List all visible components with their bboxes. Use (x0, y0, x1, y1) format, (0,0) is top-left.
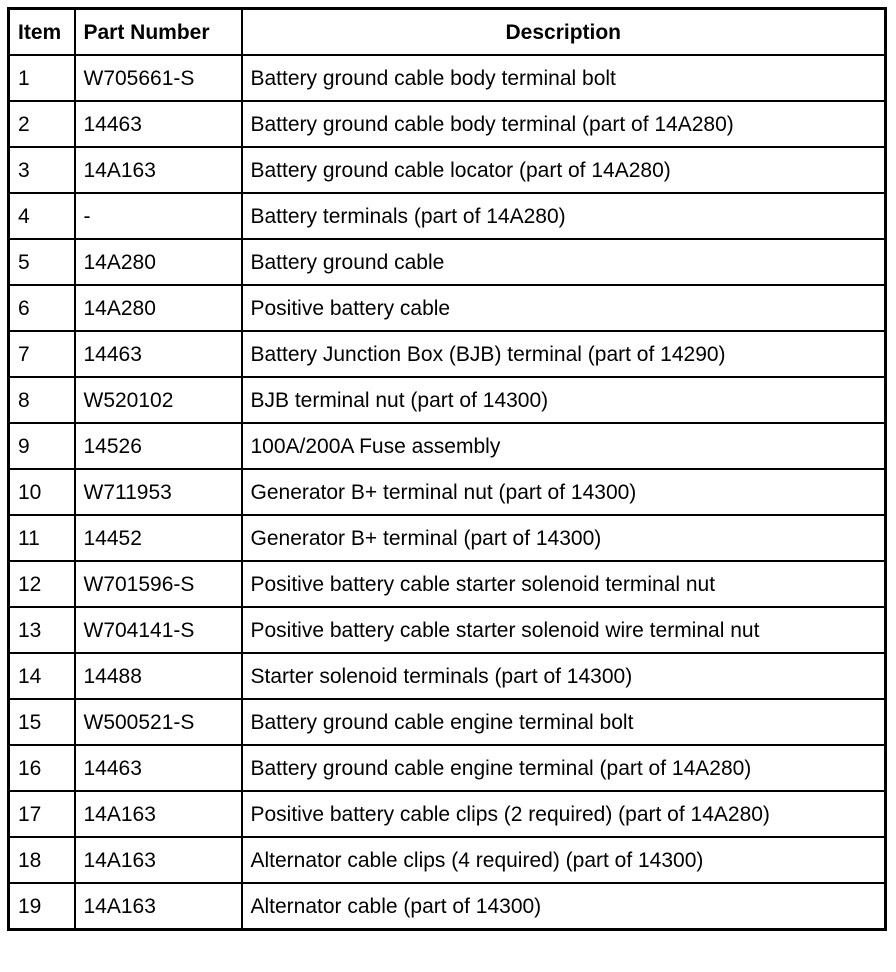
part-number-cell: 14A163 (75, 147, 242, 193)
item-cell: 2 (9, 101, 75, 147)
description-cell: Positive battery cable clips (2 required) (part of 14A280) (242, 791, 886, 837)
table-row (9, 239, 886, 285)
table-row (9, 837, 886, 883)
part-number-cell: 14A163 (75, 837, 242, 883)
part-number-cell: W520102 (75, 377, 242, 423)
description-cell: BJB terminal nut (part of 14300) (242, 377, 886, 423)
table-row (9, 883, 886, 930)
item-cell: 11 (9, 515, 75, 561)
parts-table (7, 7, 887, 931)
header-row (9, 9, 886, 56)
table-row (9, 147, 886, 193)
table-row (9, 515, 886, 561)
description-cell: Positive battery cable (242, 285, 886, 331)
item-cell: 7 (9, 331, 75, 377)
description-cell: Battery terminals (part of 14A280) (242, 193, 886, 239)
description-cell: Battery ground cable engine terminal bolt (242, 699, 886, 745)
part-number-cell: 14A163 (75, 791, 242, 837)
description-cell: Alternator cable clips (4 required) (part of 14300) (242, 837, 886, 883)
item-cell: 19 (9, 883, 75, 930)
part-number-cell: 14A280 (75, 285, 242, 331)
part-number-cell: 14463 (75, 745, 242, 791)
part-number-cell: 14463 (75, 331, 242, 377)
item-cell: 12 (9, 561, 75, 607)
table-row (9, 745, 886, 791)
description-cell: Starter solenoid terminals (part of 14300) (242, 653, 886, 699)
item-cell: 6 (9, 285, 75, 331)
item-cell: 17 (9, 791, 75, 837)
description-cell: Alternator cable (part of 14300) (242, 883, 886, 930)
table-row (9, 423, 886, 469)
table-row (9, 101, 886, 147)
part-number-column-header: Part Number (75, 9, 242, 56)
description-column-header: Description (242, 9, 886, 56)
table-row (9, 653, 886, 699)
part-number-cell: 14A163 (75, 883, 242, 930)
item-cell: 13 (9, 607, 75, 653)
table-row (9, 607, 886, 653)
table-row (9, 469, 886, 515)
item-cell: 18 (9, 837, 75, 883)
table-row (9, 331, 886, 377)
table-row (9, 561, 886, 607)
description-cell: Generator B+ terminal (part of 14300) (242, 515, 886, 561)
part-number-cell: W705661-S (75, 55, 242, 101)
item-cell: 4 (9, 193, 75, 239)
item-cell: 14 (9, 653, 75, 699)
description-cell: Positive battery cable starter solenoid terminal nut (242, 561, 886, 607)
item-cell: 9 (9, 423, 75, 469)
description-cell: Positive battery cable starter solenoid wire terminal nut (242, 607, 886, 653)
table-row (9, 377, 886, 423)
item-cell: 10 (9, 469, 75, 515)
part-number-cell: 14488 (75, 653, 242, 699)
part-number-cell: W500521-S (75, 699, 242, 745)
part-number-cell: W701596-S (75, 561, 242, 607)
table-row (9, 699, 886, 745)
part-number-cell: - (75, 193, 242, 239)
item-cell: 8 (9, 377, 75, 423)
description-cell: Battery Junction Box (BJB) terminal (part of 14290) (242, 331, 886, 377)
item-cell: 3 (9, 147, 75, 193)
part-number-cell: 14526 (75, 423, 242, 469)
part-number-cell: 14452 (75, 515, 242, 561)
item-cell: 1 (9, 55, 75, 101)
part-number-cell: 14A280 (75, 239, 242, 285)
table-row (9, 285, 886, 331)
item-column-header: Item (9, 9, 75, 56)
description-cell: Battery ground cable body terminal bolt (242, 55, 886, 101)
table-row (9, 55, 886, 101)
description-cell: Battery ground cable engine terminal (part of 14A280) (242, 745, 886, 791)
item-cell: 5 (9, 239, 75, 285)
table-row (9, 791, 886, 837)
item-cell: 16 (9, 745, 75, 791)
item-cell: 15 (9, 699, 75, 745)
table-row (9, 193, 886, 239)
part-number-cell: 14463 (75, 101, 242, 147)
description-cell: Battery ground cable (242, 239, 886, 285)
description-cell: Battery ground cable body terminal (part of 14A280) (242, 101, 886, 147)
description-cell: Generator B+ terminal nut (part of 14300) (242, 469, 886, 515)
part-number-cell: W704141-S (75, 607, 242, 653)
description-cell: 100A/200A Fuse assembly (242, 423, 886, 469)
description-cell: Battery ground cable locator (part of 14A280) (242, 147, 886, 193)
part-number-cell: W711953 (75, 469, 242, 515)
